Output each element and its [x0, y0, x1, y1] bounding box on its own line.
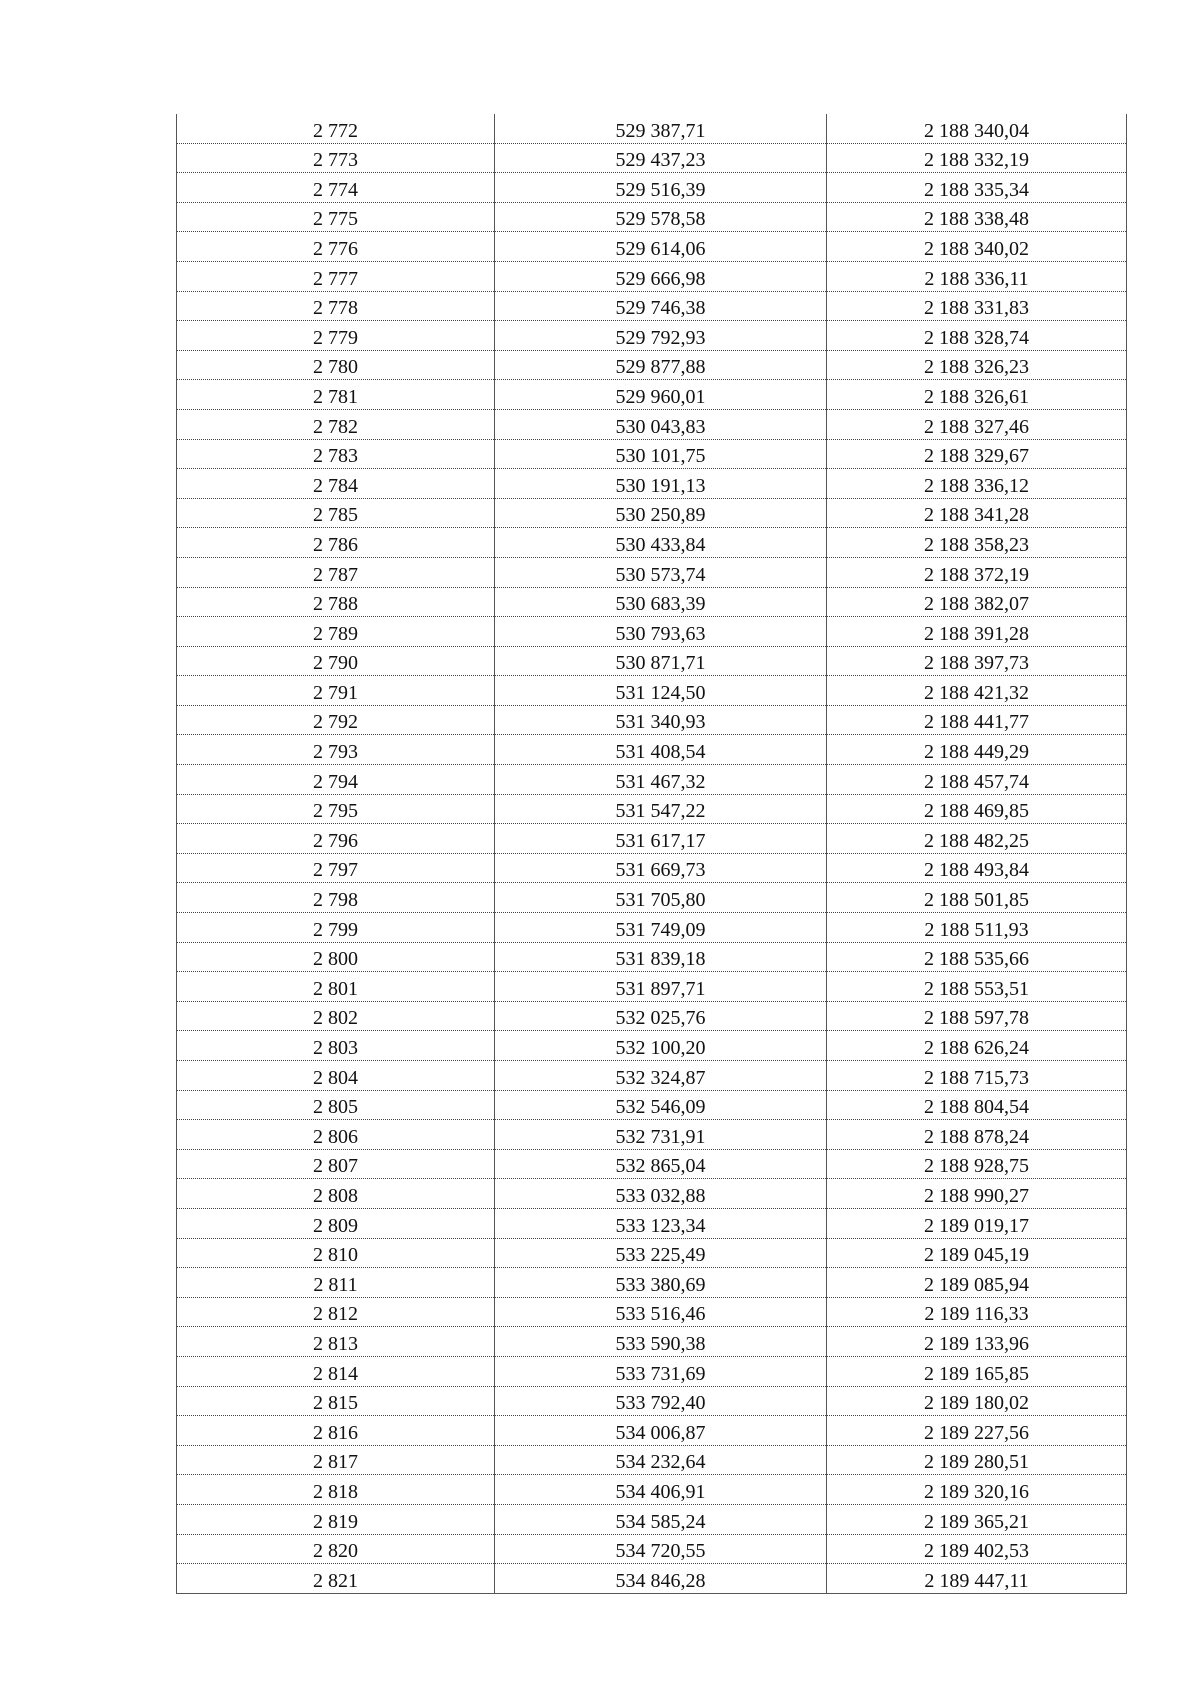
y-coordinate-cell: 2 188 469,85 — [827, 794, 1127, 824]
point-number-cell: 2 791 — [177, 676, 495, 706]
y-coordinate-cell: 2 188 336,11 — [827, 261, 1127, 291]
table-row — [177, 350, 1127, 380]
coordinates-table — [176, 114, 1127, 1594]
x-coordinate-cell: 530 043,83 — [495, 409, 827, 439]
y-coordinate-cell: 2 189 365,21 — [827, 1504, 1127, 1534]
point-number-cell: 2 794 — [177, 765, 495, 795]
table-row — [177, 1297, 1127, 1327]
x-coordinate-cell: 534 232,64 — [495, 1445, 827, 1475]
point-number-cell: 2 799 — [177, 913, 495, 943]
point-number-cell: 2 798 — [177, 883, 495, 913]
x-coordinate-cell: 533 225,49 — [495, 1238, 827, 1268]
y-coordinate-cell: 2 188 449,29 — [827, 735, 1127, 765]
x-coordinate-cell: 529 614,06 — [495, 232, 827, 262]
point-number-cell: 2 784 — [177, 469, 495, 499]
point-number-cell: 2 779 — [177, 321, 495, 351]
table-row — [177, 173, 1127, 203]
table-row — [177, 735, 1127, 765]
table-row — [177, 469, 1127, 499]
x-coordinate-cell: 534 585,24 — [495, 1504, 827, 1534]
x-coordinate-cell: 532 731,91 — [495, 1120, 827, 1150]
y-coordinate-cell: 2 188 421,32 — [827, 676, 1127, 706]
point-number-cell: 2 790 — [177, 646, 495, 676]
table-row — [177, 1208, 1127, 1238]
x-coordinate-cell: 530 793,63 — [495, 617, 827, 647]
table-row — [177, 261, 1127, 291]
point-number-cell: 2 777 — [177, 261, 495, 291]
point-number-cell: 2 772 — [177, 114, 495, 143]
x-coordinate-cell: 531 839,18 — [495, 942, 827, 972]
x-coordinate-cell: 530 871,71 — [495, 646, 827, 676]
y-coordinate-cell: 2 189 019,17 — [827, 1208, 1127, 1238]
x-coordinate-cell: 530 433,84 — [495, 528, 827, 558]
y-coordinate-cell: 2 188 441,77 — [827, 705, 1127, 735]
point-number-cell: 2 806 — [177, 1120, 495, 1150]
x-coordinate-cell: 534 846,28 — [495, 1564, 827, 1594]
point-number-cell: 2 803 — [177, 1031, 495, 1061]
table-row — [177, 853, 1127, 883]
y-coordinate-cell: 2 188 457,74 — [827, 765, 1127, 795]
point-number-cell: 2 805 — [177, 1090, 495, 1120]
x-coordinate-cell: 531 617,17 — [495, 824, 827, 854]
x-coordinate-cell: 531 705,80 — [495, 883, 827, 913]
point-number-cell: 2 782 — [177, 409, 495, 439]
y-coordinate-cell: 2 188 326,61 — [827, 380, 1127, 410]
x-coordinate-cell: 529 516,39 — [495, 173, 827, 203]
point-number-cell: 2 819 — [177, 1504, 495, 1534]
x-coordinate-cell: 532 324,87 — [495, 1061, 827, 1091]
point-number-cell: 2 810 — [177, 1238, 495, 1268]
x-coordinate-cell: 529 746,38 — [495, 291, 827, 321]
point-number-cell: 2 820 — [177, 1534, 495, 1564]
table-row — [177, 1356, 1127, 1386]
y-coordinate-cell: 2 188 482,25 — [827, 824, 1127, 854]
x-coordinate-cell: 533 590,38 — [495, 1327, 827, 1357]
table-row — [177, 1386, 1127, 1416]
y-coordinate-cell: 2 189 116,33 — [827, 1297, 1127, 1327]
x-coordinate-cell: 531 669,73 — [495, 853, 827, 883]
x-coordinate-cell: 530 683,39 — [495, 587, 827, 617]
table-row — [177, 1327, 1127, 1357]
y-coordinate-cell: 2 188 626,24 — [827, 1031, 1127, 1061]
table-row — [177, 646, 1127, 676]
point-number-cell: 2 816 — [177, 1416, 495, 1446]
table-row — [177, 1149, 1127, 1179]
y-coordinate-cell: 2 189 320,16 — [827, 1475, 1127, 1505]
table-row — [177, 913, 1127, 943]
y-coordinate-cell: 2 188 372,19 — [827, 557, 1127, 587]
point-number-cell: 2 808 — [177, 1179, 495, 1209]
x-coordinate-cell: 530 101,75 — [495, 439, 827, 469]
table-row — [177, 1416, 1127, 1446]
point-number-cell: 2 776 — [177, 232, 495, 262]
y-coordinate-cell: 2 188 990,27 — [827, 1179, 1127, 1209]
coordinates-table-body — [177, 114, 1127, 1593]
table-row — [177, 409, 1127, 439]
table-row — [177, 1564, 1127, 1594]
y-coordinate-cell: 2 188 327,46 — [827, 409, 1127, 439]
table-row — [177, 1061, 1127, 1091]
table-row — [177, 380, 1127, 410]
table-row — [177, 202, 1127, 232]
table-row — [177, 1120, 1127, 1150]
x-coordinate-cell: 529 387,71 — [495, 114, 827, 143]
point-number-cell: 2 778 — [177, 291, 495, 321]
table-row — [177, 676, 1127, 706]
point-number-cell: 2 804 — [177, 1061, 495, 1091]
point-number-cell: 2 811 — [177, 1268, 495, 1298]
y-coordinate-cell: 2 188 329,67 — [827, 439, 1127, 469]
y-coordinate-cell: 2 189 447,11 — [827, 1564, 1127, 1594]
x-coordinate-cell: 534 006,87 — [495, 1416, 827, 1446]
table-row — [177, 232, 1127, 262]
point-number-cell: 2 800 — [177, 942, 495, 972]
point-number-cell: 2 792 — [177, 705, 495, 735]
point-number-cell: 2 821 — [177, 1564, 495, 1594]
x-coordinate-cell: 533 032,88 — [495, 1179, 827, 1209]
y-coordinate-cell: 2 188 382,07 — [827, 587, 1127, 617]
x-coordinate-cell: 532 100,20 — [495, 1031, 827, 1061]
x-coordinate-cell: 529 666,98 — [495, 261, 827, 291]
table-row — [177, 528, 1127, 558]
x-coordinate-cell: 533 731,69 — [495, 1356, 827, 1386]
table-row — [177, 705, 1127, 735]
y-coordinate-cell: 2 189 085,94 — [827, 1268, 1127, 1298]
point-number-cell: 2 781 — [177, 380, 495, 410]
y-coordinate-cell: 2 188 331,83 — [827, 291, 1127, 321]
x-coordinate-cell: 529 792,93 — [495, 321, 827, 351]
y-coordinate-cell: 2 188 332,19 — [827, 143, 1127, 173]
y-coordinate-cell: 2 188 326,23 — [827, 350, 1127, 380]
x-coordinate-cell: 529 960,01 — [495, 380, 827, 410]
y-coordinate-cell: 2 188 928,75 — [827, 1149, 1127, 1179]
y-coordinate-cell: 2 188 715,73 — [827, 1061, 1127, 1091]
table-row — [177, 1504, 1127, 1534]
y-coordinate-cell: 2 188 341,28 — [827, 498, 1127, 528]
point-number-cell: 2 796 — [177, 824, 495, 854]
table-row — [177, 1238, 1127, 1268]
table-row — [177, 617, 1127, 647]
x-coordinate-cell: 534 406,91 — [495, 1475, 827, 1505]
point-number-cell: 2 773 — [177, 143, 495, 173]
x-coordinate-cell: 530 573,74 — [495, 557, 827, 587]
y-coordinate-cell: 2 188 511,93 — [827, 913, 1127, 943]
y-coordinate-cell: 2 188 328,74 — [827, 321, 1127, 351]
y-coordinate-cell: 2 188 358,23 — [827, 528, 1127, 558]
table-row — [177, 1445, 1127, 1475]
point-number-cell: 2 795 — [177, 794, 495, 824]
table-row — [177, 114, 1127, 143]
x-coordinate-cell: 532 546,09 — [495, 1090, 827, 1120]
y-coordinate-cell: 2 189 180,02 — [827, 1386, 1127, 1416]
x-coordinate-cell: 530 191,13 — [495, 469, 827, 499]
point-number-cell: 2 817 — [177, 1445, 495, 1475]
y-coordinate-cell: 2 188 493,84 — [827, 853, 1127, 883]
table-row — [177, 1475, 1127, 1505]
y-coordinate-cell: 2 188 597,78 — [827, 1001, 1127, 1031]
x-coordinate-cell: 531 547,22 — [495, 794, 827, 824]
y-coordinate-cell: 2 188 397,73 — [827, 646, 1127, 676]
point-number-cell: 2 812 — [177, 1297, 495, 1327]
y-coordinate-cell: 2 188 335,34 — [827, 173, 1127, 203]
x-coordinate-cell: 530 250,89 — [495, 498, 827, 528]
y-coordinate-cell: 2 188 878,24 — [827, 1120, 1127, 1150]
point-number-cell: 2 785 — [177, 498, 495, 528]
table-row — [177, 439, 1127, 469]
x-coordinate-cell: 531 749,09 — [495, 913, 827, 943]
table-row — [177, 1031, 1127, 1061]
y-coordinate-cell: 2 188 804,54 — [827, 1090, 1127, 1120]
y-coordinate-cell: 2 188 501,85 — [827, 883, 1127, 913]
y-coordinate-cell: 2 188 340,04 — [827, 114, 1127, 143]
x-coordinate-cell: 532 865,04 — [495, 1149, 827, 1179]
y-coordinate-cell: 2 189 402,53 — [827, 1534, 1127, 1564]
table-row — [177, 824, 1127, 854]
point-number-cell: 2 807 — [177, 1149, 495, 1179]
y-coordinate-cell: 2 188 535,66 — [827, 942, 1127, 972]
point-number-cell: 2 801 — [177, 972, 495, 1002]
table-row — [177, 1001, 1127, 1031]
table-row — [177, 498, 1127, 528]
x-coordinate-cell: 531 897,71 — [495, 972, 827, 1002]
x-coordinate-cell: 533 123,34 — [495, 1208, 827, 1238]
table-row — [177, 942, 1127, 972]
y-coordinate-cell: 2 188 553,51 — [827, 972, 1127, 1002]
point-number-cell: 2 809 — [177, 1208, 495, 1238]
y-coordinate-cell: 2 189 165,85 — [827, 1356, 1127, 1386]
x-coordinate-cell: 531 340,93 — [495, 705, 827, 735]
point-number-cell: 2 774 — [177, 173, 495, 203]
y-coordinate-cell: 2 188 340,02 — [827, 232, 1127, 262]
point-number-cell: 2 780 — [177, 350, 495, 380]
table-row — [177, 557, 1127, 587]
x-coordinate-cell: 534 720,55 — [495, 1534, 827, 1564]
point-number-cell: 2 797 — [177, 853, 495, 883]
x-coordinate-cell: 529 877,88 — [495, 350, 827, 380]
table-row — [177, 972, 1127, 1002]
point-number-cell: 2 787 — [177, 557, 495, 587]
x-coordinate-cell: 531 124,50 — [495, 676, 827, 706]
table-row — [177, 587, 1127, 617]
table-row — [177, 765, 1127, 795]
table-row — [177, 883, 1127, 913]
point-number-cell: 2 802 — [177, 1001, 495, 1031]
table-row — [177, 1534, 1127, 1564]
y-coordinate-cell: 2 189 227,56 — [827, 1416, 1127, 1446]
x-coordinate-cell: 533 380,69 — [495, 1268, 827, 1298]
x-coordinate-cell: 532 025,76 — [495, 1001, 827, 1031]
point-number-cell: 2 815 — [177, 1386, 495, 1416]
x-coordinate-cell: 531 467,32 — [495, 765, 827, 795]
table-row — [177, 1090, 1127, 1120]
point-number-cell: 2 786 — [177, 528, 495, 558]
table-row — [177, 143, 1127, 173]
y-coordinate-cell: 2 189 045,19 — [827, 1238, 1127, 1268]
x-coordinate-cell: 533 516,46 — [495, 1297, 827, 1327]
x-coordinate-cell: 529 437,23 — [495, 143, 827, 173]
point-number-cell: 2 775 — [177, 202, 495, 232]
table-row — [177, 291, 1127, 321]
y-coordinate-cell: 2 188 336,12 — [827, 469, 1127, 499]
x-coordinate-cell: 533 792,40 — [495, 1386, 827, 1416]
point-number-cell: 2 783 — [177, 439, 495, 469]
point-number-cell: 2 818 — [177, 1475, 495, 1505]
table-row — [177, 321, 1127, 351]
table-row — [177, 1268, 1127, 1298]
point-number-cell: 2 793 — [177, 735, 495, 765]
point-number-cell: 2 789 — [177, 617, 495, 647]
y-coordinate-cell: 2 189 280,51 — [827, 1445, 1127, 1475]
x-coordinate-cell: 531 408,54 — [495, 735, 827, 765]
point-number-cell: 2 788 — [177, 587, 495, 617]
table-row — [177, 1179, 1127, 1209]
y-coordinate-cell: 2 189 133,96 — [827, 1327, 1127, 1357]
y-coordinate-cell: 2 188 391,28 — [827, 617, 1127, 647]
table-row — [177, 794, 1127, 824]
y-coordinate-cell: 2 188 338,48 — [827, 202, 1127, 232]
point-number-cell: 2 814 — [177, 1356, 495, 1386]
point-number-cell: 2 813 — [177, 1327, 495, 1357]
x-coordinate-cell: 529 578,58 — [495, 202, 827, 232]
